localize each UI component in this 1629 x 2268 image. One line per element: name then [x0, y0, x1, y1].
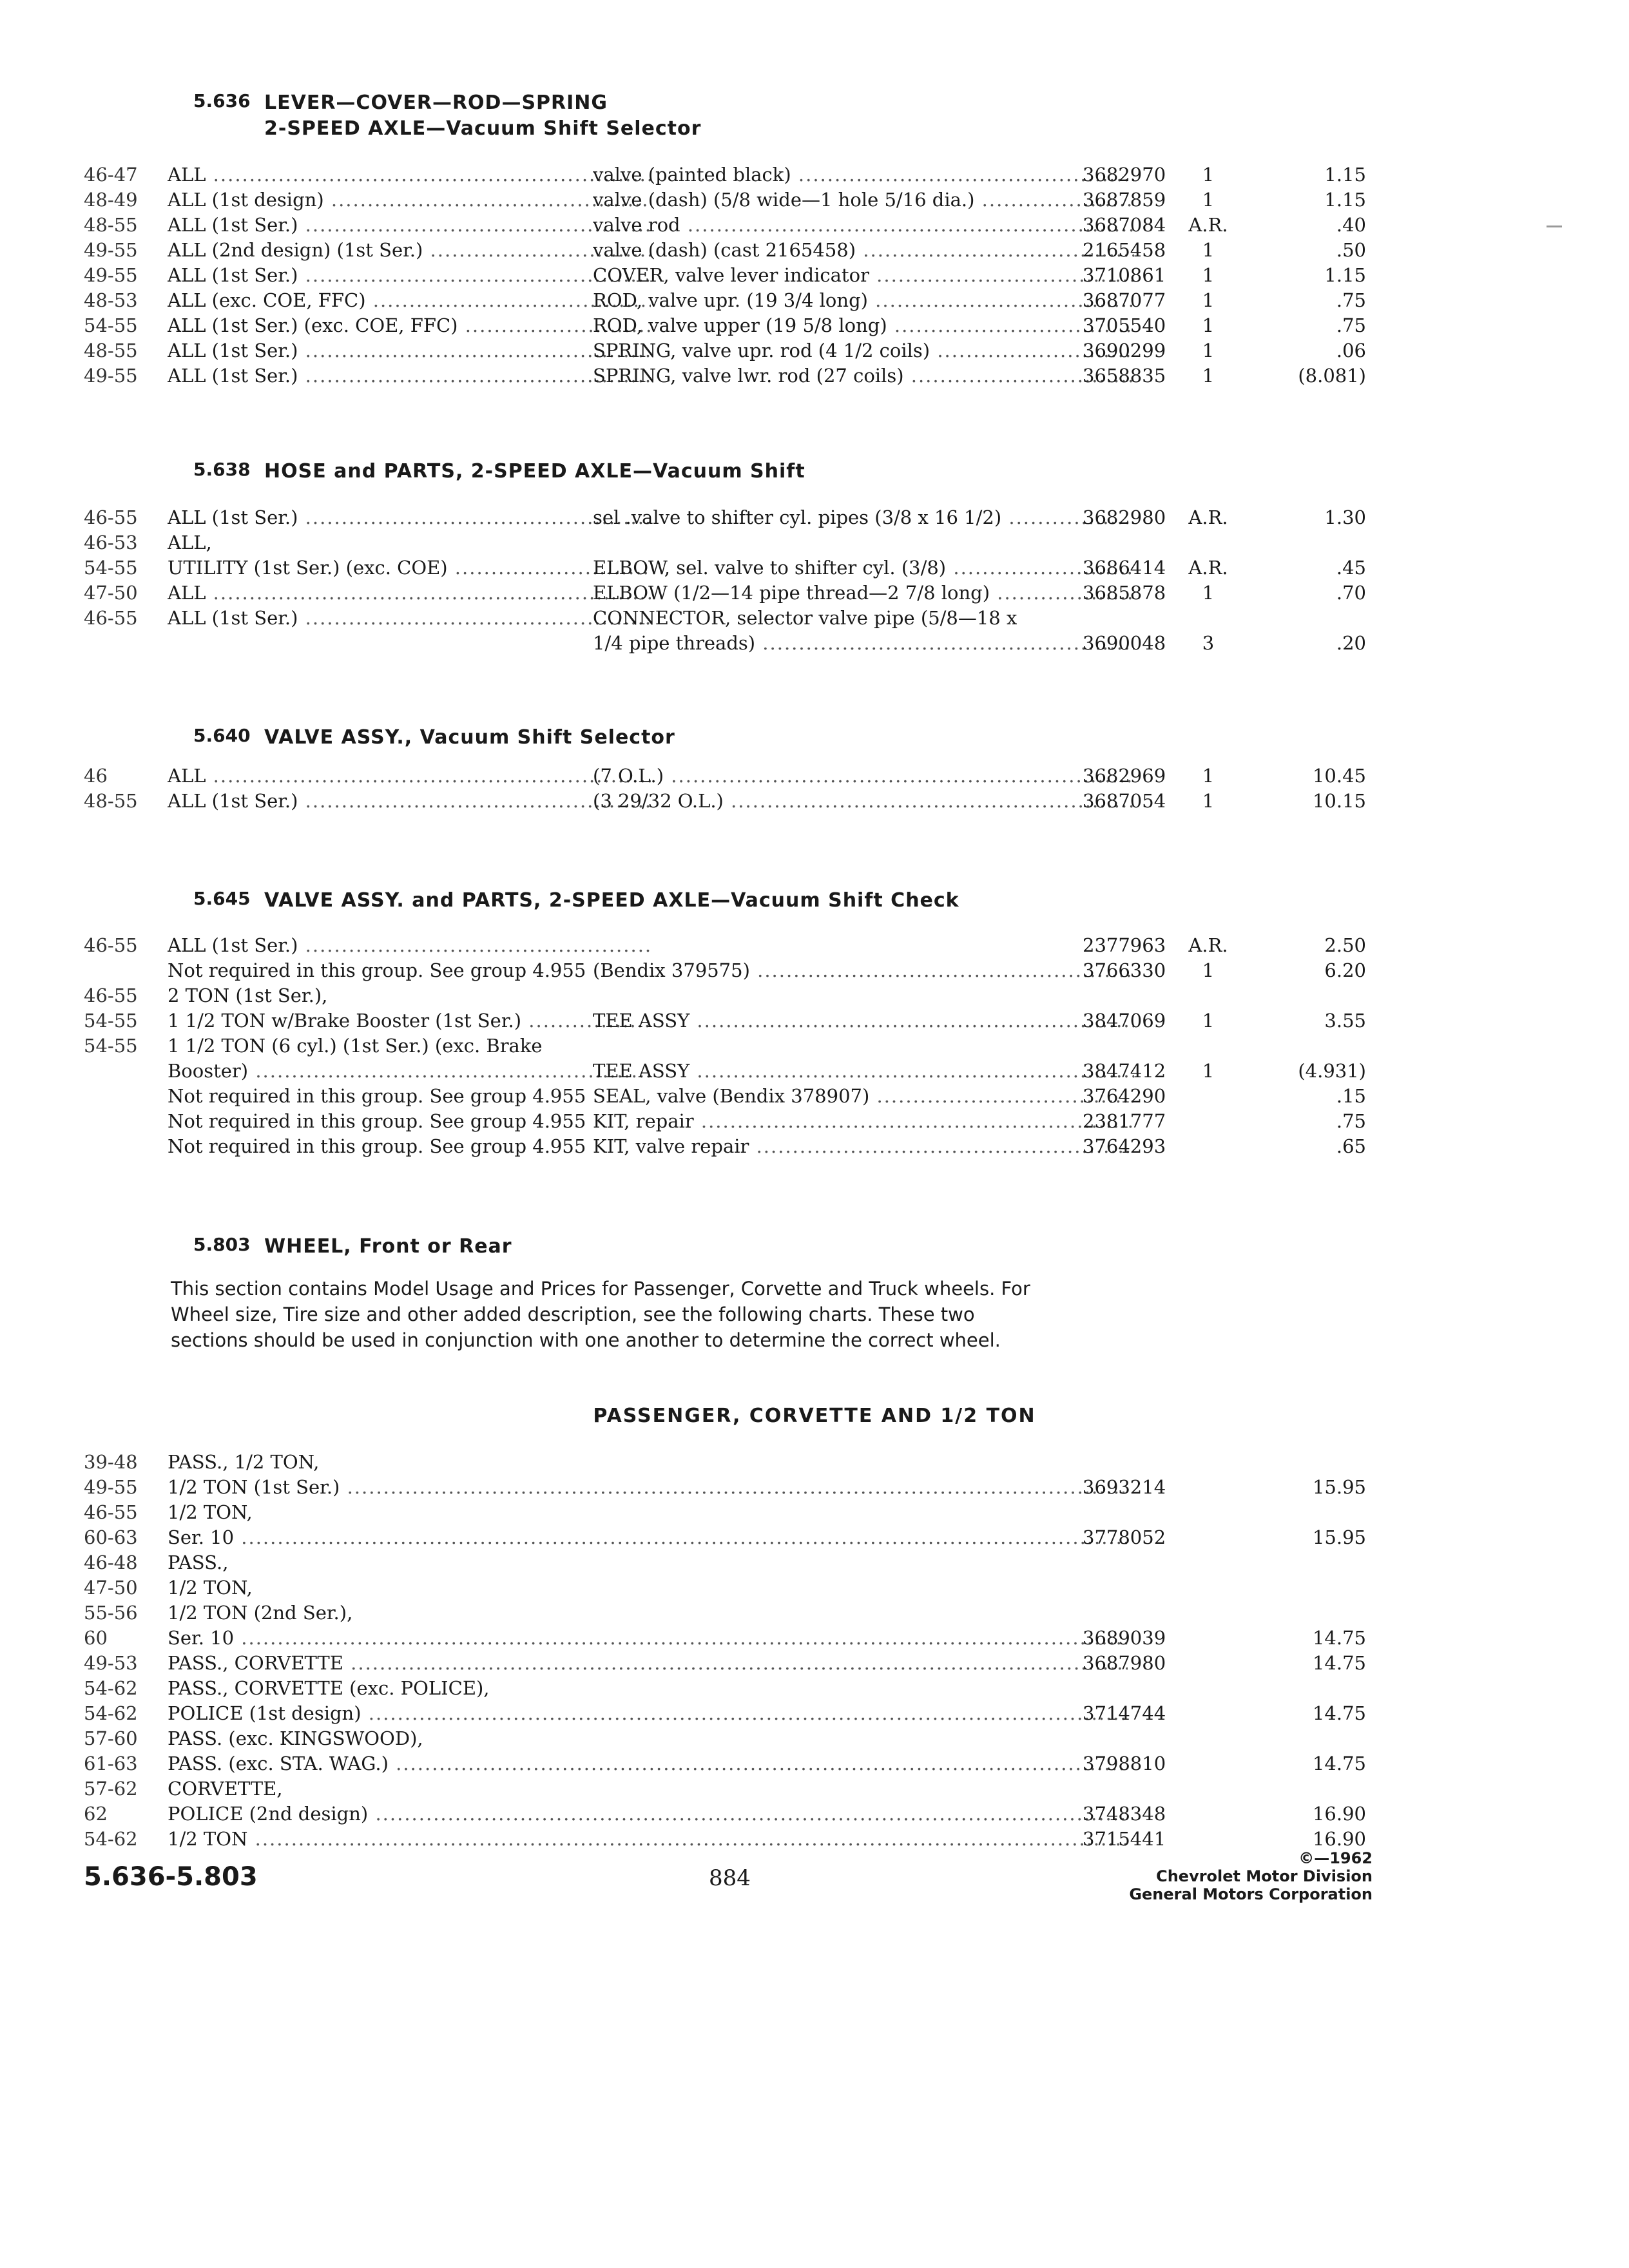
- table-row: [84, 1059, 1373, 1084]
- model-years: 47-50: [84, 582, 138, 604]
- list-price: .75: [1336, 1110, 1366, 1132]
- part-number: 3658835: [1083, 365, 1166, 387]
- model-usage: ALL (1st Ser.) .....: [168, 338, 651, 363]
- model-years: 54-62: [84, 1677, 138, 1699]
- table-row: [84, 1575, 1373, 1600]
- part-number: 3847069: [1083, 1010, 1166, 1032]
- part-description: valve (painted black) .....: [593, 162, 1134, 187]
- part-number: 3686414: [1083, 557, 1166, 579]
- table-row: [84, 1776, 1373, 1802]
- part-description: KIT, repair .....: [593, 1109, 1134, 1134]
- part-number: 2377963: [1083, 934, 1166, 956]
- model-years: 49-55: [84, 239, 138, 261]
- part-number: 3764293: [1083, 1135, 1166, 1157]
- part-description: (3 29/32 O.L.) .....: [593, 789, 1134, 814]
- model-usage: Not required in this group. See group 4.955: [168, 959, 586, 981]
- section-description: This section contains Model Usage and Prices for Passenger, Corvette and Truck wheels. For Wheel size, Tire size and other added description, see the following charts. These two sections should be used in conjunction with one another to determine the correct wheel.: [171, 1278, 1030, 1351]
- table-row: [84, 1600, 1373, 1626]
- part-number: 3778052: [1083, 1526, 1166, 1548]
- part-number: 3714744: [1083, 1702, 1166, 1724]
- list-price: 15.95: [1312, 1526, 1366, 1548]
- table-row: [84, 187, 1373, 213]
- corporation-name: General Motors Corporation: [1129, 1885, 1373, 1903]
- table-row: [84, 1109, 1373, 1134]
- model-years: 60-63: [84, 1526, 138, 1548]
- part-description: SPRING, valve lwr. rod (27 coils) .....: [593, 363, 1134, 389]
- quantity: 1: [1202, 289, 1215, 311]
- table-row: [84, 1802, 1373, 1827]
- model-usage: ALL (1st Ser.) .....: [168, 263, 651, 288]
- part-description: TEE ASSY .....: [593, 1008, 1134, 1033]
- model-usage: ALL .....: [168, 764, 651, 789]
- list-price: .15: [1336, 1085, 1366, 1107]
- quantity: 3: [1202, 632, 1215, 654]
- model-years: 54-55: [84, 1010, 138, 1032]
- model-usage: ALL,: [168, 532, 212, 553]
- page-number: 884: [709, 1865, 751, 1891]
- list-price: .70: [1336, 582, 1366, 604]
- part-number: 3682970: [1083, 164, 1166, 186]
- part-number: 3748348: [1083, 1803, 1166, 1825]
- table-row: [84, 363, 1373, 389]
- model-usage: Not required in this group. See group 4.955: [168, 1110, 586, 1132]
- section-range: 5.636-5.803: [84, 1862, 258, 1892]
- table-row: [84, 213, 1373, 238]
- model-years: 54-55: [84, 1035, 138, 1057]
- list-price: (4.931): [1298, 1060, 1366, 1082]
- list-price: .50: [1336, 239, 1366, 261]
- passenger-wheel-table: [84, 1450, 1373, 1852]
- part-number: 3690299: [1083, 340, 1166, 361]
- list-price: 6.20: [1324, 959, 1366, 981]
- model-usage: ALL (1st Ser.) .....: [168, 789, 651, 814]
- model-usage: ALL (1st Ser.) .....: [168, 505, 651, 530]
- model-usage: PASS., 1/2 TON,: [168, 1451, 320, 1473]
- section-number: 5.645: [193, 888, 251, 909]
- table-row: [84, 1475, 1373, 1500]
- table-row: [84, 983, 1373, 1008]
- quantity: 1: [1202, 314, 1215, 336]
- model-usage: 1/2 TON (2nd Ser.),: [168, 1602, 353, 1624]
- parts-table: [84, 933, 1373, 1159]
- quantity: A.R.: [1188, 506, 1228, 528]
- model-usage: Ser. 10 .....: [168, 1626, 1128, 1651]
- model-years: 46-55: [84, 934, 138, 956]
- table-row: [84, 1651, 1373, 1676]
- model-years: 57-62: [84, 1778, 138, 1800]
- model-years: 54-62: [84, 1828, 138, 1850]
- model-years: 48-55: [84, 790, 138, 812]
- section-title-main: LEVER—COVER—ROD—SPRING: [264, 91, 608, 114]
- table-row: [84, 1751, 1373, 1776]
- model-usage: ALL .....: [168, 581, 651, 606]
- model-years: 55-56: [84, 1602, 138, 1624]
- model-years: 62: [84, 1803, 108, 1825]
- model-usage: ALL (1st Ser.) .....: [168, 933, 651, 958]
- parts-table: [84, 162, 1373, 389]
- model-years: 61-63: [84, 1753, 138, 1774]
- section-title: [264, 90, 701, 142]
- quantity: 1: [1202, 239, 1215, 261]
- model-years: 48-55: [84, 214, 138, 236]
- part-number: 3690048: [1083, 632, 1166, 654]
- list-price: 10.15: [1312, 790, 1366, 812]
- list-price: 1.15: [1324, 264, 1366, 286]
- model-usage: PASS.,: [168, 1552, 229, 1573]
- model-usage: Booster) .....: [168, 1059, 651, 1084]
- model-usage: 1 1/2 TON (6 cyl.) (1st Ser.) (exc. Brake: [168, 1035, 543, 1057]
- part-number: 3766330: [1083, 959, 1166, 981]
- list-price: 10.45: [1312, 765, 1366, 787]
- quantity: 1: [1202, 264, 1215, 286]
- model-years: 57-60: [84, 1727, 138, 1749]
- part-number: 3687859: [1083, 189, 1166, 211]
- part-description: (7 O.L.) .....: [593, 764, 1134, 789]
- quantity: 1: [1202, 1010, 1215, 1032]
- table-row: [84, 764, 1373, 789]
- quantity: 1: [1202, 340, 1215, 361]
- section-number: 5.638: [193, 459, 251, 480]
- part-description: KIT, valve repair .....: [593, 1134, 1134, 1159]
- part-number: 3710861: [1083, 264, 1166, 286]
- table-row: [84, 1525, 1373, 1550]
- part-description: CONNECTOR, selector valve pipe (5/8—18 x: [593, 607, 1017, 629]
- part-number: 3693214: [1083, 1476, 1166, 1498]
- quantity: 1: [1202, 582, 1215, 604]
- table-row: [84, 1033, 1373, 1059]
- table-row: [84, 162, 1373, 187]
- part-number: 3685878: [1083, 582, 1166, 604]
- table-row: [84, 631, 1373, 656]
- section-5-645: [84, 888, 1373, 1159]
- model-years: 54-62: [84, 1702, 138, 1724]
- model-usage: ALL (1st Ser.) (exc. COE, FFC) .....: [168, 313, 651, 338]
- part-description: COVER, valve lever indicator .....: [593, 263, 1134, 288]
- model-usage: Ser. 10 .....: [168, 1525, 1128, 1550]
- table-row: [84, 530, 1373, 555]
- parts-table: [84, 764, 1373, 814]
- section-number: 5.640: [193, 725, 251, 746]
- table-row: [84, 338, 1373, 363]
- part-description: SEAL, valve (Bendix 378907) .....: [593, 1084, 1134, 1109]
- section-title: VALVE ASSY. and PARTS, 2-SPEED AXLE—Vacuum Shift Check: [264, 889, 959, 912]
- table-row: [84, 1827, 1373, 1852]
- model-usage: ALL (1st Ser.) .....: [168, 606, 651, 631]
- part-number: 3687054: [1083, 790, 1166, 812]
- quantity: A.R.: [1188, 214, 1228, 236]
- model-years: 46-55: [84, 607, 138, 629]
- section-title: VALVE ASSY., Vacuum Shift Selector: [264, 726, 675, 749]
- model-usage: POLICE (1st design) .....: [168, 1701, 1128, 1726]
- model-years: 46-55: [84, 985, 138, 1006]
- parts-table: [84, 1450, 1373, 1852]
- section-5-640: [84, 725, 1373, 814]
- model-years: 46-55: [84, 506, 138, 528]
- model-usage: ALL (1st design) .....: [168, 187, 651, 213]
- list-price: 2.50: [1324, 934, 1366, 956]
- part-description: sel .valve to shifter cyl. pipes (3/8 x 16 1/2) .....: [593, 505, 1134, 530]
- list-price: (8.081): [1298, 365, 1366, 387]
- part-number: 3687084: [1083, 214, 1166, 236]
- model-years: 49-53: [84, 1652, 138, 1674]
- quantity: 1: [1202, 765, 1215, 787]
- model-years: 48-53: [84, 289, 138, 311]
- model-usage: PASS. (exc. KINGSWOOD),: [168, 1727, 423, 1749]
- table-row: [84, 789, 1373, 814]
- model-usage: 2 TON (1st Ser.),: [168, 985, 328, 1006]
- model-years: 49-55: [84, 264, 138, 286]
- table-row: [84, 581, 1373, 606]
- part-description: TEE ASSY .....: [593, 1059, 1134, 1084]
- model-usage: ALL (1st Ser.) .....: [168, 213, 651, 238]
- section-5-638: [84, 459, 1373, 656]
- part-number: 3689039: [1083, 1627, 1166, 1649]
- list-price: 14.75: [1312, 1652, 1366, 1674]
- part-description: (Bendix 379575) .....: [593, 958, 1134, 983]
- part-description: SPRING, valve upr. rod (4 1/2 coils) .....: [593, 338, 1134, 363]
- model-years: 49-55: [84, 365, 138, 387]
- part-description: ELBOW (1/2—14 pipe thread—2 7/8 long) .....: [593, 581, 1134, 606]
- model-years: 39-48: [84, 1451, 138, 1473]
- model-usage: UTILITY (1st Ser.) (exc. COE) .....: [168, 555, 651, 581]
- division-name: Chevrolet Motor Division: [1156, 1867, 1373, 1885]
- part-description: ELBOW, sel. valve to shifter cyl. (3/8) .....: [593, 555, 1134, 581]
- list-price: .40: [1336, 214, 1366, 236]
- section-5-636: [84, 90, 1373, 389]
- quantity: 1: [1202, 1060, 1215, 1082]
- model-usage: POLICE (2nd design) .....: [168, 1802, 1128, 1827]
- model-usage: PASS., CORVETTE (exc. POLICE),: [168, 1677, 490, 1699]
- section-title: WHEEL, Front or Rear: [264, 1235, 512, 1258]
- list-price: 1.15: [1324, 189, 1366, 211]
- model-usage: PASS., CORVETTE .....: [168, 1651, 1128, 1676]
- list-price: 1.30: [1324, 506, 1366, 528]
- parts-table: [84, 505, 1373, 656]
- quantity: A.R.: [1188, 557, 1228, 579]
- section-title: HOSE and PARTS, 2-SPEED AXLE—Vacuum Shift: [264, 460, 805, 483]
- table-row: [84, 1134, 1373, 1159]
- model-usage: Not required in this group. See group 4.955: [168, 1135, 586, 1157]
- model-usage: 1 1/2 TON w/Brake Booster (1st Ser.) .....: [168, 1008, 651, 1033]
- part-number: 3798810: [1083, 1753, 1166, 1774]
- part-number: 2381777: [1083, 1110, 1166, 1132]
- part-number: 2165458: [1083, 239, 1166, 261]
- list-price: .65: [1336, 1135, 1366, 1157]
- table-row: [84, 1701, 1373, 1726]
- model-years: 54-55: [84, 314, 138, 336]
- model-years: 46-48: [84, 1552, 138, 1573]
- list-price: .75: [1336, 314, 1366, 336]
- list-price: 14.75: [1312, 1753, 1366, 1774]
- list-price: 14.75: [1312, 1627, 1366, 1649]
- model-years: 48-55: [84, 340, 138, 361]
- quantity: 1: [1202, 365, 1215, 387]
- quantity: 1: [1202, 164, 1215, 186]
- table-row: [84, 1676, 1373, 1701]
- model-years: 48-49: [84, 189, 138, 211]
- subsection-heading: PASSENGER, CORVETTE AND 1/2 TON: [593, 1405, 1036, 1427]
- model-years: 54-55: [84, 557, 138, 579]
- table-row: [84, 958, 1373, 983]
- model-usage: CORVETTE,: [168, 1778, 283, 1800]
- table-row: [84, 1450, 1373, 1475]
- table-row: [84, 263, 1373, 288]
- part-description: valve rod .....: [593, 213, 1134, 238]
- model-years: 46: [84, 765, 108, 787]
- table-row: [84, 1008, 1373, 1033]
- list-price: .45: [1336, 557, 1366, 579]
- table-row: [84, 1084, 1373, 1109]
- part-number: 3687077: [1083, 289, 1166, 311]
- model-usage: 1/2 TON (1st Ser.) .....: [168, 1475, 1128, 1500]
- model-years: 49-55: [84, 1476, 138, 1498]
- list-price: .75: [1336, 289, 1366, 311]
- table-row: [84, 1550, 1373, 1575]
- model-years: 47-50: [84, 1577, 138, 1599]
- section-5-803: [84, 1234, 1373, 1273]
- model-years: 46-53: [84, 532, 138, 553]
- list-price: .20: [1336, 632, 1366, 654]
- section-number: 5.803: [193, 1234, 251, 1255]
- part-description: 1/4 pipe threads) .....: [593, 631, 1134, 656]
- part-number: 3682980: [1083, 506, 1166, 528]
- table-row: [84, 1626, 1373, 1651]
- part-description: valve (dash) (cast 2165458) .....: [593, 238, 1134, 263]
- section-number: 5.636: [193, 90, 251, 111]
- list-price: 15.95: [1312, 1476, 1366, 1498]
- list-price: 1.15: [1324, 164, 1366, 186]
- model-usage: 1/2 TON .....: [168, 1827, 1128, 1852]
- list-price: 14.75: [1312, 1702, 1366, 1724]
- part-number: 3715441: [1083, 1828, 1166, 1850]
- section-title-sub: 2-SPEED AXLE—Vacuum Shift Selector: [264, 117, 702, 140]
- list-price: 16.90: [1312, 1803, 1366, 1825]
- model-years: 60: [84, 1627, 108, 1649]
- quantity: 1: [1202, 959, 1215, 981]
- copyright: ©—1962: [1298, 1849, 1373, 1867]
- model-usage: ALL (2nd design) (1st Ser.) .....: [168, 238, 651, 263]
- table-row: [84, 1500, 1373, 1525]
- quantity: 1: [1202, 790, 1215, 812]
- model-usage: Not required in this group. See group 4.955: [168, 1085, 586, 1107]
- model-usage: PASS. (exc. STA. WAG.) .....: [168, 1751, 1128, 1776]
- part-number: 3687980: [1083, 1652, 1166, 1674]
- publisher-block: [1063, 1849, 1373, 1903]
- quantity: A.R.: [1188, 934, 1228, 956]
- quantity: 1: [1202, 189, 1215, 211]
- margin-mark: [1547, 226, 1562, 227]
- table-row: [84, 288, 1373, 313]
- part-description: valve (dash) (5/8 wide—1 hole 5/16 dia.) .....: [593, 187, 1134, 213]
- table-row: [84, 606, 1373, 631]
- part-description: ROD, valve upr. (19 3/4 long) .....: [593, 288, 1134, 313]
- part-description: ROD, valve upper (19 5/8 long) .....: [593, 313, 1134, 338]
- table-row: [84, 555, 1373, 581]
- table-row: [84, 1726, 1373, 1751]
- model-years: 46-55: [84, 1501, 138, 1523]
- model-years: 46-47: [84, 164, 138, 186]
- part-number: 3682969: [1083, 765, 1166, 787]
- model-usage: 1/2 TON,: [168, 1577, 253, 1599]
- part-number: 3705540: [1083, 314, 1166, 336]
- model-usage: ALL (exc. COE, FFC) .....: [168, 288, 651, 313]
- list-price: .06: [1336, 340, 1366, 361]
- model-usage: ALL .....: [168, 162, 651, 187]
- model-usage: ALL (1st Ser.) .....: [168, 363, 651, 389]
- table-row: [84, 238, 1373, 263]
- model-usage: 1/2 TON,: [168, 1501, 253, 1523]
- list-price: 16.90: [1312, 1828, 1366, 1850]
- table-row: [84, 505, 1373, 530]
- part-number: 3764290: [1083, 1085, 1166, 1107]
- list-price: 3.55: [1324, 1010, 1366, 1032]
- table-row: [84, 313, 1373, 338]
- part-number: 3847412: [1083, 1060, 1166, 1082]
- table-row: [84, 933, 1373, 958]
